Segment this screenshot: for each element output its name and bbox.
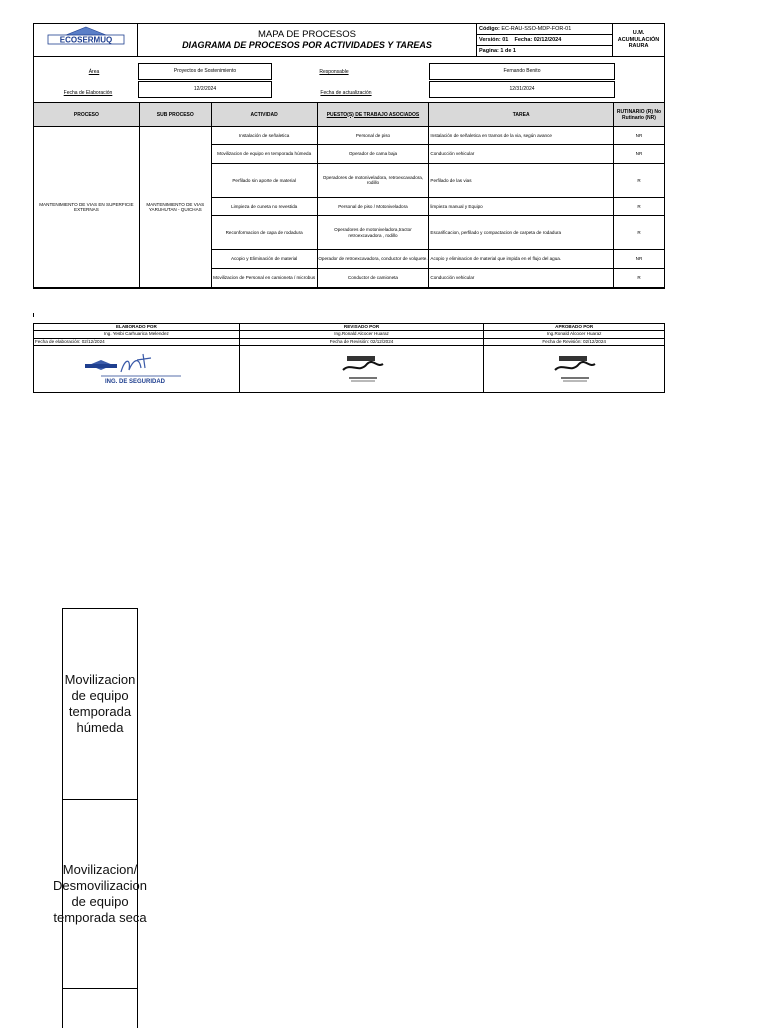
elaborado-name: Ing. Yesbi Carhuarica Melendez (34, 331, 240, 338)
title-cell (138, 24, 477, 57)
elaborado-date: Fecha de elaboración: 02/12/2024 (34, 338, 240, 345)
table-row (34, 127, 665, 145)
revisado-header: REVISADO POR (239, 324, 484, 331)
col-header-proceso: PROCESO (34, 103, 140, 127)
zoom-box-text: Movilizacion/ Desmovilizacion de equipo temporada seca (53, 862, 147, 925)
aprobado-signature-cell (484, 345, 665, 392)
responsable-value[interactable]: Fernando Benito (429, 63, 615, 80)
revisado-name: Ing.Ronald Alcocer Huaraz (239, 331, 484, 338)
tarea-cell: Conducción vehicular (429, 268, 614, 288)
pagina-cell (477, 46, 613, 57)
proceso-cell: MANTENIMIENTO DE VIAS EN SUPERFICIE EXTERNAS (34, 127, 140, 289)
codigo-cell (477, 24, 613, 35)
zoom-box-partial (62, 988, 138, 1028)
area-value[interactable]: Proyectos de Sostenimiento (138, 63, 272, 80)
area-label: Área (88, 69, 100, 75)
elaborado-signature-cell (34, 345, 240, 392)
actividad-cell: Perfilado sin aporte de material (211, 163, 317, 197)
stray-mark (33, 313, 34, 317)
document-subtitle: DIAGRAMA DE PROCESOS POR ACTIVIDADES Y TAREAS (182, 40, 432, 50)
col-header-puesto: PUESTO(S) DE TRABAJO ASOCIADOS (317, 103, 429, 127)
col-header-subproceso: SUB PROCESO (139, 103, 211, 127)
puesto-cell: Personal de piso (317, 127, 429, 145)
fecha-elaboracion-value[interactable]: 12/2/2024 (138, 81, 272, 98)
subproceso-cell: MANTENIMIENTO DE VIAS YARUHUTAN - QUICHAS (139, 127, 211, 289)
revisado-date: Fecha de Revisión: 02/12/2024 (239, 338, 484, 345)
um-cell (613, 24, 665, 57)
col-header-rutinario: RUTINARIO (R) No Rutinario (NR) (614, 103, 665, 127)
process-table (33, 102, 665, 289)
rutinario-cell: R (614, 163, 665, 197)
rutinario-cell: NR (614, 250, 665, 268)
tarea-cell: Perfilado de las vias (429, 163, 614, 197)
aprobado-date: Fecha de Revisión: 02/12/2024 (484, 338, 665, 345)
responsable-label: Responsable (319, 69, 349, 75)
puesto-cell: Operadores de motoniveladora, retroexcavadora, rodillo (317, 163, 429, 197)
tarea-cell: Acopio y eliminacion de material que impida en el flujo del agua. (429, 250, 614, 268)
actividad-cell: Limpieza de cuneta no revestida (211, 197, 317, 215)
puesto-cell: Operador de cama baja (317, 145, 429, 163)
um-line2: ACUMULACIÓN (617, 36, 660, 43)
rutinario-cell: R (614, 216, 665, 250)
fecha-actualizacion-value[interactable]: 12/31/2024 (429, 81, 615, 98)
col-header-actividad: ACTIVIDAD (211, 103, 317, 127)
actividad-cell: Reconformacion de capa de rodadura (211, 216, 317, 250)
signature-stamp-icon (81, 350, 191, 386)
document-header (33, 23, 665, 57)
tarea-cell: Escarificacion, perfilado y compactacion de carpeta de rodadura (429, 216, 614, 250)
elaborado-header: ELABORADO POR (34, 324, 240, 331)
fecha-label: Fecha: (514, 37, 533, 43)
zoom-box-movilizacion-seca (53, 799, 147, 989)
puesto-cell: Operador de retroexcavadora, conductor de volquete. (317, 250, 429, 268)
codigo-label: Código: (479, 26, 500, 32)
puesto-cell: Operadores de motoniveladora,tractor retroexcavadora , rodillo (317, 216, 429, 250)
rutinario-cell: R (614, 268, 665, 288)
version-cell (477, 35, 613, 46)
stamp-caption: ING. DE SEGURIDAD (105, 378, 166, 385)
info-section (33, 56, 665, 102)
pagina-text: Pagina: 1 de 1 (479, 48, 516, 54)
rutinario-cell: NR (614, 127, 665, 145)
fecha-elaboracion-label: Fecha de Elaboración (63, 90, 113, 96)
fecha-actualizacion-label: Fecha de actualización (320, 90, 372, 96)
tarea-cell: limpieza manual y Equipo (429, 197, 614, 215)
um-line1: U.M. (632, 30, 645, 37)
rutinario-cell: R (614, 197, 665, 215)
ecosermuq-logo-icon (40, 26, 132, 52)
actividad-cell: Acopio y Eliminación de material (211, 250, 317, 268)
version-text: Versión: 01 (479, 37, 509, 43)
puesto-cell: Personal de piso / Motoniveladora (317, 197, 429, 215)
actividad-cell: Movilizacion de Personal en camioneta / microbus (211, 268, 317, 288)
col-header-tarea: TAREA (429, 103, 614, 127)
um-line3: RAURA (628, 43, 649, 50)
revisado-signature-cell (239, 345, 484, 392)
actividad-cell: Movilizacion de equipo en temporada húmeda (211, 145, 317, 163)
puesto-cell: Conductor de camioneta (317, 268, 429, 288)
zoom-box-text: Movilizacion de equipo temporada húmeda (64, 672, 136, 735)
signature-stamp-icon (549, 350, 599, 386)
aprobado-name: Ing.Ronald Alcocer Huaraz (484, 331, 665, 338)
signature-stamp-icon (337, 350, 387, 386)
tarea-cell: Instalación de señaletica en tramos de la via, según avance (429, 127, 614, 145)
table-header-row (34, 103, 665, 127)
tarea-cell: Conducción vehicular (429, 145, 614, 163)
zoom-box-movilizacion-humeda (62, 608, 138, 800)
actividad-cell: Instalación de señaletica (211, 127, 317, 145)
logo-cell (34, 24, 138, 57)
document-title: MAPA DE PROCESOS (257, 29, 356, 40)
signature-table (33, 323, 665, 393)
codigo-value: EC-RAU-SSO-MDP-FOR-01 (501, 26, 572, 32)
rutinario-cell: NR (614, 145, 665, 163)
aprobado-header: APROBADO POR (484, 324, 665, 331)
fecha-value: 02/12/2024 (533, 37, 562, 43)
logo-text: ECOSERMUQ (59, 35, 112, 45)
